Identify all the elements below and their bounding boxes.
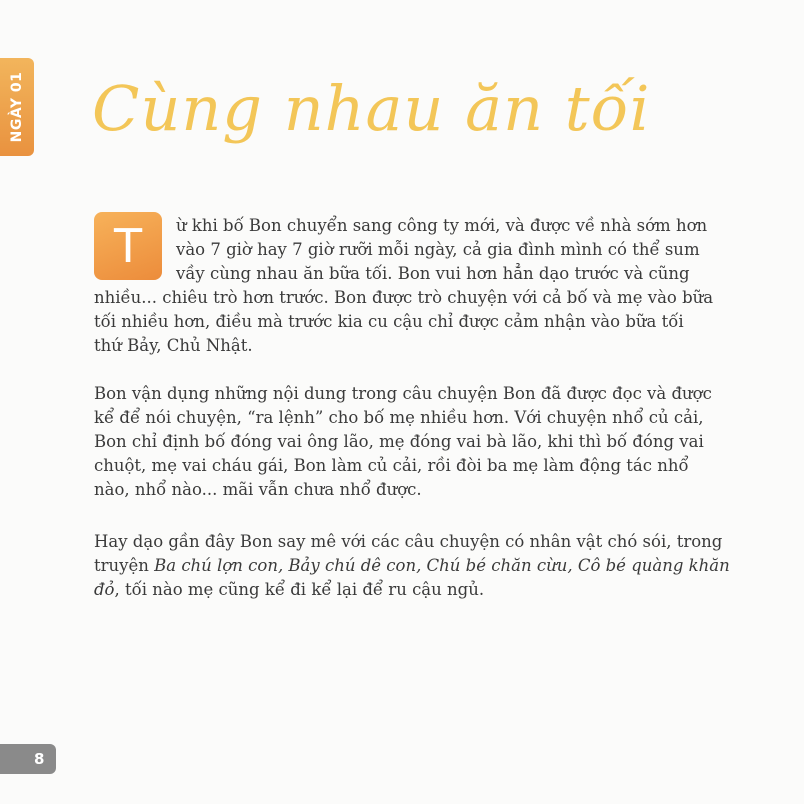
day-tab-label: NGÀY 01	[9, 71, 25, 143]
paragraph2-line: chuột, mẹ vai cháu gái, Bon làm củ cải, rồi đòi ba mẹ làm động tác nhổ	[94, 456, 689, 475]
paragraph2-line: nào, nhổ nào... mãi vẫn chưa nhổ được.	[94, 480, 422, 499]
story-titles-italic: đỏ	[94, 580, 115, 599]
page-number: 8	[34, 750, 45, 768]
paragraph1-line: ừ khi bố Bon chuyển sang công ty mới, và được về nhà sớm hơn	[176, 216, 708, 235]
paragraph3-line: Hay dạo gần đây Bon say mê với các câu chuyện có nhân vật chó sói, trong	[94, 532, 723, 551]
page-title: Cùng nhau ăn tối	[92, 72, 651, 145]
paragraph3-text: , tối nào mẹ cũng kể đi kể lại để ru cậu ngủ.	[114, 580, 485, 599]
drop-cap: T	[94, 212, 162, 280]
page-number-badge	[0, 744, 56, 774]
paragraph3-text: truyện	[94, 556, 155, 575]
paragraph2-line: Bon chỉ định bố đóng vai ông lão, mẹ đóng vai bà lão, khi thì bố đóng vai	[94, 432, 704, 451]
paragraph2-line: kể để nói chuyện, “ra lệnh” cho bố mẹ nhiều hơn. Với chuyện nhổ củ cải,	[94, 408, 704, 427]
paragraph3-line	[94, 578, 484, 602]
paragraph3-line	[94, 554, 730, 578]
paragraph1-line: thứ Bảy, Chủ Nhật.	[94, 336, 253, 355]
paragraph1-line: vào 7 giờ hay 7 giờ rưỡi mỗi ngày, cả gia đình mình có thể sum	[176, 240, 700, 259]
story-titles-italic: Ba chú lợn con, Bảy chú dê con, Chú bé chăn cừu, Cô bé quàng khăn	[154, 556, 730, 575]
day-tab	[0, 58, 34, 156]
paragraph1-line: vầy cùng nhau ăn bữa tối. Bon vui hơn hẳn dạo trước và cũng	[176, 264, 690, 283]
paragraph1-line: tối nhiều hơn, điều mà trước kia cu cậu chỉ được cảm nhận vào bữa tối	[94, 312, 684, 331]
paragraph2-line: Bon vận dụng những nội dung trong câu chuyện Bon đã được đọc và được	[94, 384, 712, 403]
paragraph1-line: nhiều... chiêu trò hơn trước. Bon được trò chuyện với cả bố và mẹ vào bữa	[94, 288, 714, 307]
